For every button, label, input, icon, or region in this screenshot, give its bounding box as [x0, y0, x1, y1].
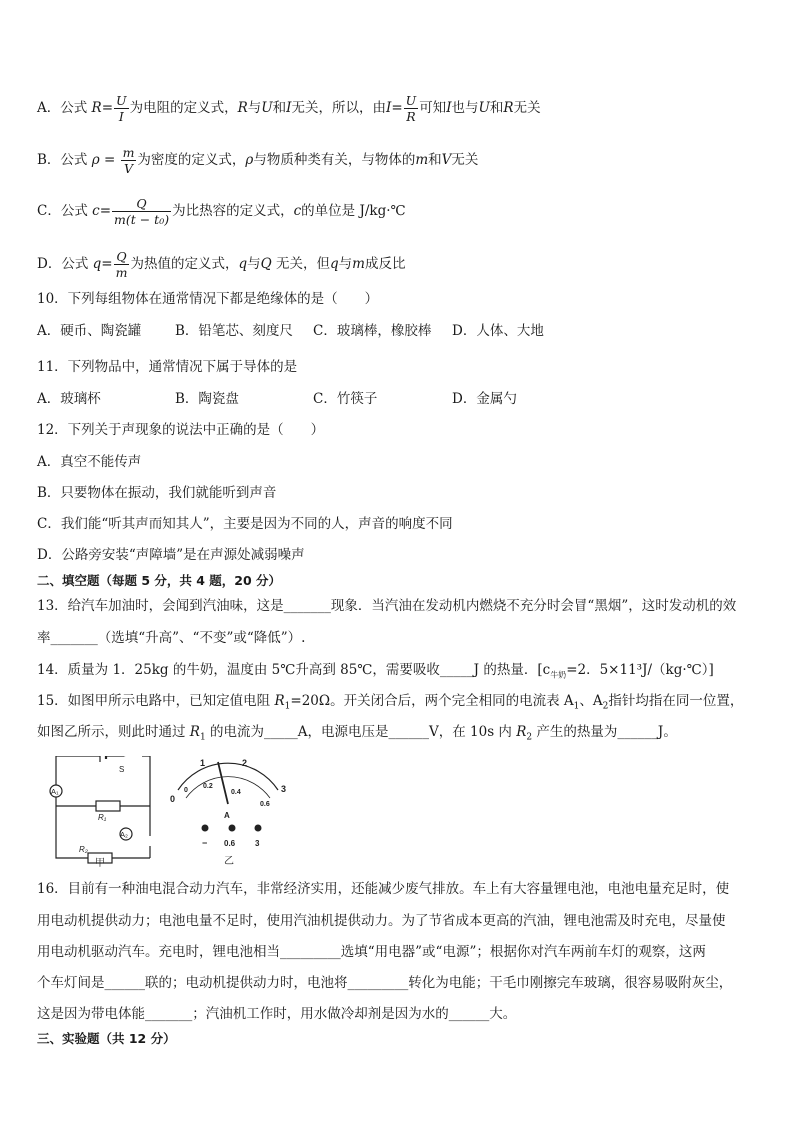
q16-line: 用电动机驱动汽车。充电时，锂电池相当_________选填“用电器”或“电源”；根据你对汽车两前车灯的观察，这两 — [37, 944, 706, 960]
dial-inner-04: 0.4 — [231, 789, 241, 796]
section-heading: 三、实验题（共 12 分） — [37, 1031, 176, 1046]
figure-label-right: 乙 — [224, 856, 234, 867]
ammeter-a2-label: A₂ — [120, 830, 128, 839]
q9-option-d: D．公式 q= $\frac{Q}{m}$ 为热值的定义式，q与Q 无关，但q与m成反比 — [37, 249, 406, 280]
fraction: $\frac{U}{I}$ — [116, 93, 127, 124]
terminal-3 — [255, 825, 262, 832]
q10-option: A．硬币、陶瓷罐 — [37, 323, 142, 339]
terminal-3-label: 3 — [255, 839, 260, 848]
q16-line: 个车灯间是______联的；电动机提供动力时，电池将_________转化为电能；干毛巾刚擦完车玻璃，很容易吸附灰尘， — [37, 975, 733, 991]
q15-line2: 如图乙所示，则此时通过 $R_1$ 的电流为_____A，电源电压是______V，在 10s 内 $R_2$ 产生的热量为______J。 — [37, 724, 677, 743]
q14: 14．质量为 1．25kg 的牛奶，温度由 5℃升高到 85℃，需要吸收_____J 的热量．[$c_{牛奶}=2$．5×11³J/（kg·℃）] — [37, 662, 714, 680]
q11-option: A．玻璃杯 — [37, 391, 101, 407]
q12-stem: 12．下列关于声现象的说法中正确的是（ ） — [37, 422, 325, 438]
ammeter-a1-label: A₁ — [51, 787, 59, 796]
q16-line: 用电动机提供动力；电池电量不足时，使用汽油机提供动力。为了节省成本更高的汽油，锂电池需及时充电，尽量使 — [37, 913, 726, 929]
dial-inner-06: 0.6 — [260, 801, 270, 808]
fraction: $\frac{U}{R}$ — [405, 93, 417, 124]
q10-option: D．人体、大地 — [452, 323, 544, 339]
q13-line1: 13．给汽车加油时，会闻到汽油味，这是_______现象．当汽油在发动机内燃烧不充分时会冒“黑烟”，这时发动机的效 — [37, 598, 737, 614]
q16-line: 16．目前有一种油电混合动力汽车，非常经济实用，还能减少废气排放。车上有大容量锂电池，电池电量充足时，使 — [37, 881, 730, 897]
dial-top-2: 2 — [242, 758, 248, 768]
q13-line2: 率_______（选填“升高”、“不变”或“降低”）. — [37, 630, 306, 646]
q11-option: D．金属勺 — [452, 391, 517, 407]
dial-top-1: 1 — [200, 758, 206, 768]
dial-outer-0: 0 — [170, 794, 176, 804]
q12-option: C．我们能“听其声而知其人”，主要是因为不同的人，声音的响度不同 — [37, 516, 453, 532]
q12-option: B．只要物体在振动，我们就能听到声音 — [37, 485, 277, 501]
q15-line1: 15．如图甲所示电路中，已知定值电阻 $R_1=20\Omega$。开关闭合后，两个完全相同的电流表 $A_1$、$A_2$指针均指在同一位置， — [37, 693, 744, 712]
fraction: $\frac{m}{V}$ — [122, 145, 135, 176]
circuit-figure — [38, 756, 318, 868]
terminal-06-label: 0.6 — [224, 839, 236, 848]
dial-pointer — [218, 762, 228, 804]
dial-inner-0: 0 — [184, 787, 188, 794]
q9-option-a: A．公式 R= $\frac{U}{I}$ 为电阻的定义式，R与U和I无关，所以，由I= $\frac{U}{R}$ 可知I也与U和R无关 — [37, 93, 541, 124]
dial-outer-3: 3 — [281, 784, 287, 794]
q10-option: B．铅笔芯、刻度尺 — [175, 323, 293, 339]
q11-stem: 11．下列物品中，通常情况下属于导体的是 — [37, 359, 298, 375]
dial-unit-label: A — [224, 811, 230, 820]
q9-option-b: B．公式 ρ = $\frac{m}{V}$ 为密度的定义式，ρ与物质种类有关，与物体的m和V无关 — [37, 145, 479, 176]
q10-stem: 10．下列每组物体在通常情况下都是绝缘体的是（ ） — [37, 291, 379, 307]
q12-option: D．公路旁安装“声障墙”是在声源处减弱噪声 — [37, 547, 305, 563]
q9-option-c: C．公式 c= $\frac{Q}{\text{m(t − t₀)}}$ 为比热容的定义式，c的单位是 J/kg·℃ — [37, 196, 406, 227]
ammeter-dial — [178, 762, 278, 804]
dial-inner-02: 0.2 — [203, 783, 213, 790]
r2-label: R₂ — [79, 845, 88, 854]
q11-option: B．陶瓷盘 — [175, 391, 239, 407]
q11-option: C．竹筷子 — [313, 391, 378, 407]
terminal-negative-label: − — [202, 838, 208, 848]
fraction: $\frac{Q}{\text{m(t − t₀)}}$ — [114, 196, 170, 227]
circuit-diagram — [50, 756, 150, 863]
section-heading: 二、填空题（每题 5 分，共 4 题，20 分） — [37, 573, 282, 588]
switch-label: S — [119, 765, 125, 774]
fraction: $\frac{Q}{m}$ — [115, 249, 128, 280]
q10-option: C．玻璃棒，橡胶棒 — [313, 323, 432, 339]
terminal-negative — [202, 825, 209, 832]
terminal-06 — [229, 825, 236, 832]
q16-line: 这是因为带电体能_______；汽油机工作时，用水做冷却剂是因为水的______大。 — [37, 1006, 517, 1022]
r1-label: R₁ — [98, 813, 107, 822]
q12-option: A．真空不能传声 — [37, 454, 142, 470]
figure-label-left: 甲 — [95, 858, 105, 868]
